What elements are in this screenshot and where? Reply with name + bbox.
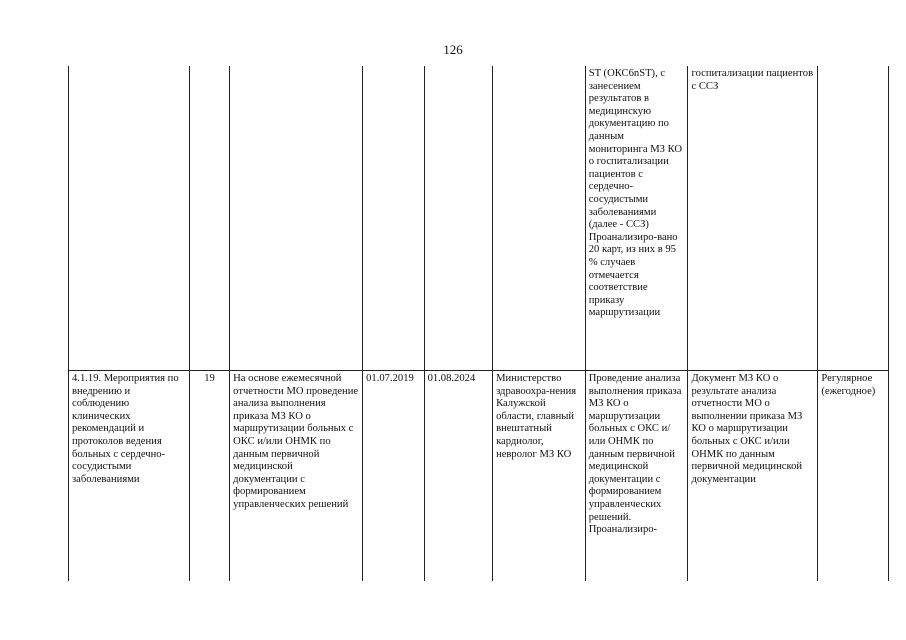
implementation-cell: ST (ОКС6nST), с занесением результатов в медицинскую документацию по данным мониторинга МЗ КО о госпитализации пациентов с сердечно-сосудистыми заболеваниями (далее - ССЗ) Проанализиро-вано 20 карт, из них в 95 % случаев отмечается соответствие приказу маршрутизации (585, 66, 688, 371)
measure-cell (69, 66, 190, 371)
content-cell: На основе ежемесячной отчетности МО проведение анализа выполнения приказа МЗ КО о маршрутизации больных с ОКС и/или ОНМК по данным первичной медицинской документации с формированием управленческих решений (230, 371, 363, 582)
table-row (69, 66, 889, 371)
end-date-cell (424, 66, 493, 371)
content-cell (230, 66, 363, 371)
responsible-cell (493, 66, 586, 371)
number-cell: 19 (189, 371, 229, 582)
measure-cell: 4.1.19. Мероприятия по внедрению и соблюдению клинических рекомендаций и протоколов ведения больных с сердечно-сосудистыми заболеваниями (69, 371, 190, 582)
responsible-cell: Министерство здравоохра-нения Калужской области, главный внештатный кардиолог, невролог МЗ КО (493, 371, 586, 582)
table-row (69, 371, 889, 582)
periodicity-cell: Регулярное (ежегодное) (818, 371, 889, 582)
measures-table (68, 66, 889, 581)
end-date-cell: 01.08.2024 (424, 371, 493, 582)
start-date-cell: 01.07.2019 (363, 371, 424, 582)
implementation-cell: Проведение анализа выполнения приказа МЗ КО о маршрутизации больных с ОКС и/или ОНМК по данным первичной медицинской документации с формированием управленческих решений. Проанализиро- (585, 371, 688, 582)
result-cell: Документ МЗ КО о результате анализа отчетности МО о выполнении приказа МЗ КО о маршрутизации больных с ОКС и/или ОНМК по данным первичной медицинской документации (688, 371, 818, 582)
page-number: 126 (443, 42, 463, 57)
periodicity-cell (818, 66, 889, 371)
start-date-cell (363, 66, 424, 371)
result-cell: госпитализации пациентов с ССЗ (688, 66, 818, 371)
number-cell (189, 66, 229, 371)
